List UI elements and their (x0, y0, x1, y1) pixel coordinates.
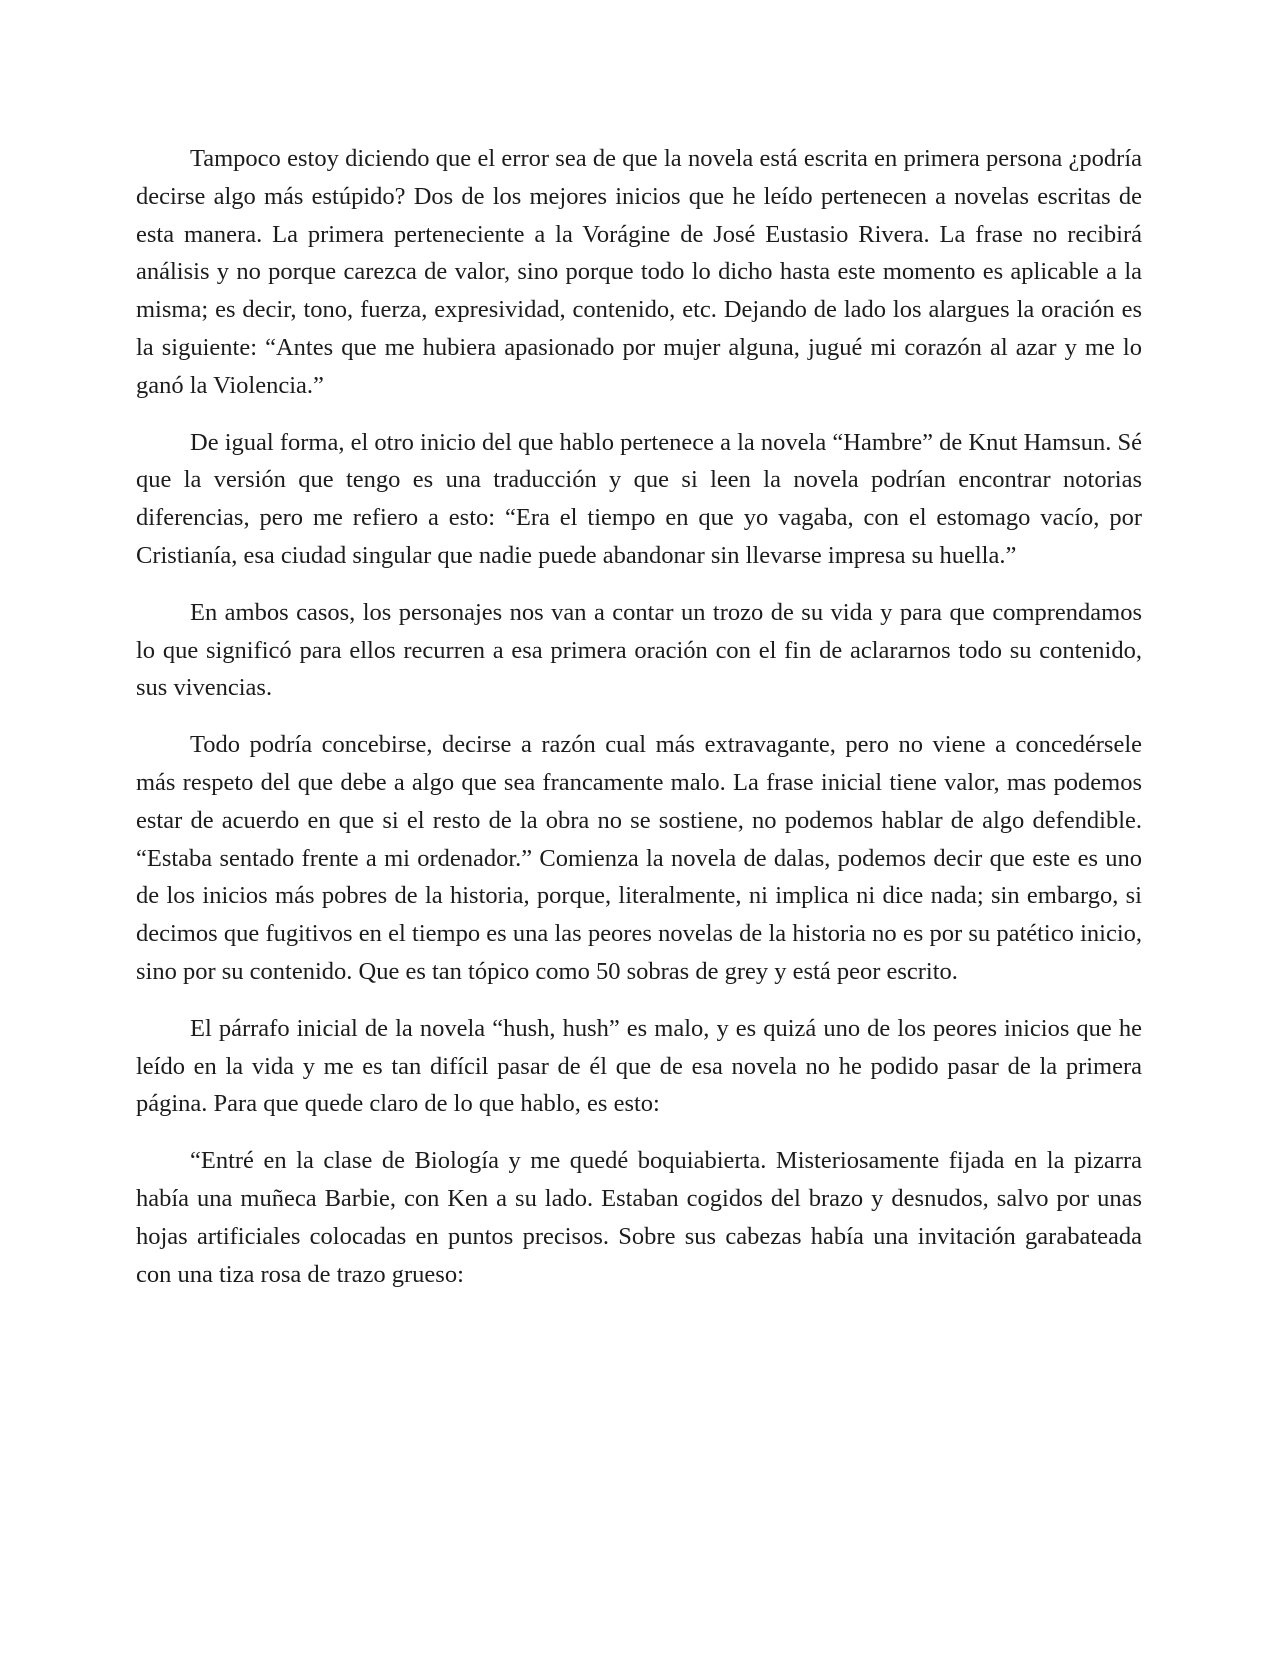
paragraph-3: En ambos casos, los personajes nos van a contar un trozo de su vida y para que comprendamos lo que significó para ellos recurren a esa primera oración con el fin de aclararnos todo su contenido, sus vivencias. (136, 598, 1142, 702)
paragraph-1: Tampoco estoy diciendo que el error sea de que la novela está escrita en primera persona ¿podría decirse algo más estúpido? Dos de los mejores inicios que he leído pertenecen a novelas escritas de esta manera. La primera perteneciente a la Vorágine de José Eustasio Rivera. La frase no recibirá análisis y no porque carezca de valor, sino porque todo lo dicho hasta este momento es aplicable a la misma; es decir, tono, fuerza, expresividad, contenido, etc. Dejando de lado los alargues la oración es la siguiente: “Antes que me hubiera apasionado por mujer alguna, jugué mi corazón al azar y me lo ganó la Violencia.” (136, 145, 1142, 399)
paragraph-2: De igual forma, el otro inicio del que hablo pertenece a la novela “Hambre” de Knut Hamsun. Sé que la versión que tengo es una traducción y que si leen la novela podrían encontrar notorias diferencias, pero me refiero a esto: “Era el tiempo en que yo vagaba, con el estomago vacío, por Cristianía, esa ciudad singular que nadie puede abandonar sin llevarse impresa su huella.” (136, 428, 1142, 569)
paragraph-4: Todo podría concebirse, decirse a razón cual más extravagante, pero no viene a concedérsele más respeto del que debe a algo que sea francamente malo. La frase inicial tiene valor, mas podemos estar de acuerdo en que si el resto de la obra no se sostiene, no podemos hablar de algo defendible. “Estaba sentado frente a mi ordenador.” Comienza la novela de dalas, podemos decir que este es uno de los inicios más pobres de la historia, porque, literalmente, ni implica ni dice nada; sin embargo, si decimos que fugitivos en el tiempo es una las peores novelas de la historia no es por su patético inicio, sino por su contenido. Que es tan tópico como 50 sobras de grey y está peor escrito. (136, 731, 1142, 985)
paragraph-5: El párrafo inicial de la novela “hush, hush” es malo, y es quizá uno de los peores inicios que he leído en la vida y me es tan difícil pasar de él que de esa novela no he podido pasar de la primera página. Para que quede claro de lo que hablo, es esto: (136, 1014, 1142, 1118)
paragraph-6: “Entré en la clase de Biología y me quedé boquiabierta. Misteriosamente fijada en la pizarra había una muñeca Barbie, con Ken a su lado. Estaban cogidos del brazo y desnudos, salvo por unas hojas artificiales colocadas en puntos precisos. Sobre sus cabezas había una invitación garabateada con una tiza rosa de trazo grueso: (136, 1147, 1142, 1288)
document-page (136, 140, 1142, 1312)
